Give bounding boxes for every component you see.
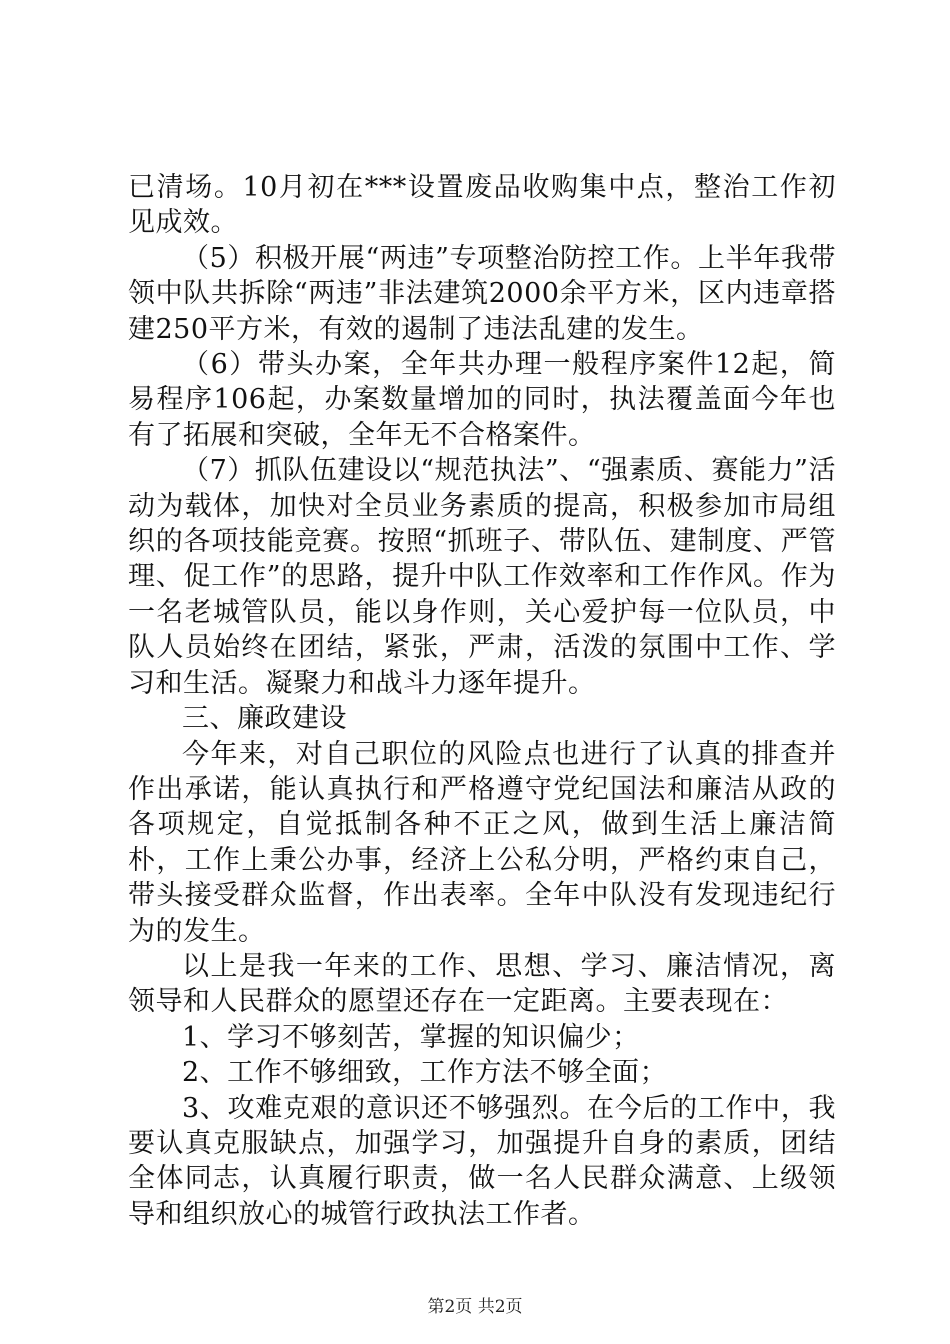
paragraph-item-5: （5）积极开展“两违”专项整治防控工作。上半年我带领中队共拆除“两违”非法建筑2000余平方米，区内违章搭建250平方米，有效的遏制了违法乱建的发生。 [128, 242, 836, 345]
paragraph-item-6: （6）带头办案，全年共办理一般程序案件12起，简易程序106起，办案数量增加的同时，执法覆盖面今年也有了拓展和突破，全年无不合格案件。 [128, 349, 836, 451]
paragraph-integrity: 今年来，对自己职位的风险点也进行了认真的排查并作出承诺，能认真执行和严格遵守党纪国法和廉洁从政的各项规定，自觉抵制各种不正之风，做到生活上廉洁简朴，工作上秉公办事，经济上公私分明，严格约束自己，带头接受群众监督，作出表率。全年中队没有发现违纪行为的发生。 [128, 738, 836, 947]
list-item-2: 2、工作不够细致，工作方法不够全面； [182, 1057, 668, 1089]
document-body [128, 170, 836, 1232]
paragraph-summary: 以上是我一年来的工作、思想、学习、廉洁情况，离领导和人民群众的愿望还存在一定距离。主要表现在： [128, 950, 836, 1018]
page-number-label: 第2页 共2页 [427, 1297, 523, 1317]
section-heading: 三、廉政建设 [182, 703, 347, 735]
paragraph-continuation: 已清场。10月初在***设置废品收购集中点，整治工作初见成效。 [128, 172, 836, 239]
paragraph-item-7: （7）抓队伍建设以“规范执法”、“强素质、赛能力”活动为载体，加快对全员业务素质的提高，积极参加市局组织的各项技能竞赛。按照“抓班子、带队伍、建制度、严管理、促工作”的思路，提升中队工作效率和工作作风。作为一名老城管队员，能以身作则，关心爱护每一位队员，中队人员始终在团结，紧张，严肃，活泼的氛围中工作、学习和生活。凝聚力和战斗力逐年提升。 [128, 455, 836, 699]
list-item-1: 1、学习不够刻苦，掌握的知识偏少； [182, 1021, 640, 1053]
page-footer [0, 1297, 950, 1317]
list-item-3: 3、攻难克艰的意识还不够强烈。在今后的工作中，我要认真克服缺点，加强学习，加强提升自身的素质，团结全体同志，认真履行职责，做一名人民群众满意、上级领导和组织放心的城管行政执法工作者。 [128, 1092, 836, 1230]
